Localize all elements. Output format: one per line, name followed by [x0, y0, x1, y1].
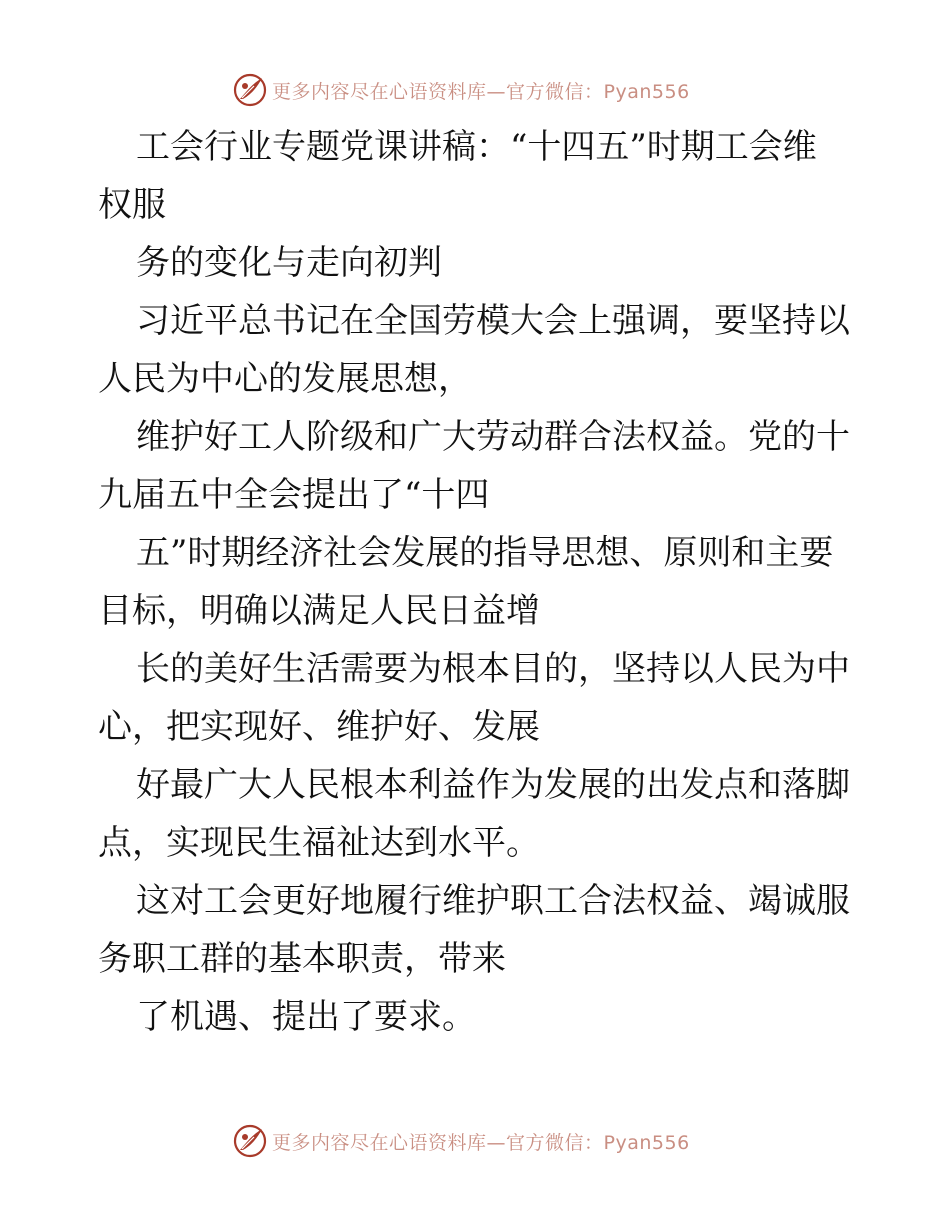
body-line: 点，实现民生福祉达到水平。 [98, 823, 540, 863]
body-line: 务的变化与走向初判 [136, 243, 442, 283]
header-banner [232, 70, 690, 110]
body-line: 权服 [98, 185, 166, 225]
body-line: 心，把实现好、维护好、发展 [98, 707, 540, 747]
body-line: 长的美好生活需要为根本目的，坚持以人民为中 [136, 649, 850, 689]
body-line: 人民为中心的发展思想， [98, 359, 472, 399]
footer-banner-text: 更多内容尽在心语资料库—官方微信：Pyan556 [272, 1131, 690, 1154]
body-line: 习近平总书记在全国劳模大会上强调，要坚持以 [136, 301, 850, 341]
body-line: 务职工群的基本职责，带来 [98, 939, 506, 979]
body-line: 工会行业专题党课讲稿：“十四五”时期工会维 [136, 127, 817, 167]
quill-pen-icon [232, 1123, 268, 1159]
body-line: 了机遇、提出了要求。 [136, 997, 476, 1037]
header-banner-text: 更多内容尽在心语资料库—官方微信：Pyan556 [272, 80, 690, 103]
body-line: 好最广大人民根本利益作为发展的出发点和落脚 [136, 765, 850, 805]
body-line: 维护好工人阶级和广大劳动群合法权益。党的十 [136, 417, 850, 457]
body-line: 目标，明确以满足人民日益增 [98, 591, 540, 631]
footer-banner [232, 1121, 690, 1161]
quill-pen-icon [232, 72, 268, 108]
body-line: 五”时期经济社会发展的指导思想、原则和主要 [136, 533, 834, 573]
body-line: 九届五中全会提出了“十四 [98, 475, 490, 515]
body-line: 这对工会更好地履行维护职工合法权益、竭诚服 [136, 881, 850, 921]
